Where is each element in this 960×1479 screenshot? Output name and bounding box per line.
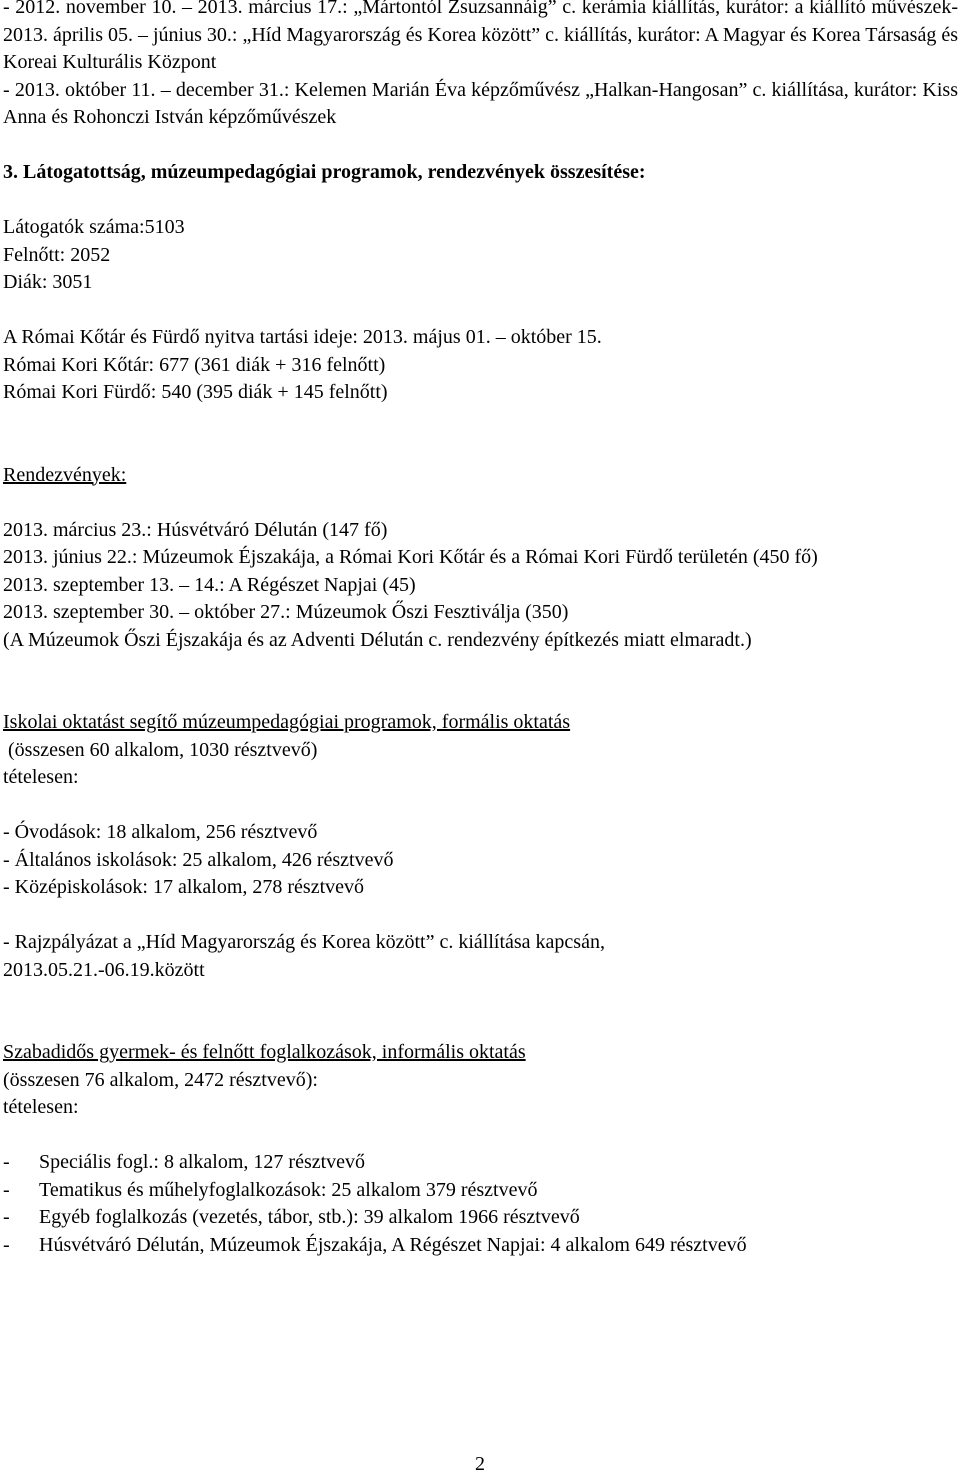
event-item: (A Múzeumok Őszi Éjszakája és az Adventi Délután c. rendezvény építkezés miatt elmaradt.) [3, 628, 752, 651]
formal-item: - Középiskolások: 17 alkalom, 278 résztvevő [3, 876, 365, 898]
visitors-total: Látogatók száma:5103 [3, 216, 185, 238]
drawing-contest: - Rajzpályázat a „Híd Magyarország és Korea között” c. kiállítása kapcsán, 2013.05.21.-06.19.között [3, 931, 605, 981]
exhibition-entry: - 2012. november 10. – 2013. március 17.: „Mártontól Zsuzsannáig” c. kerámia kiállítás, kurátor: a kiállító művészek- 2013. április 05. – június 30.: „Híd Magyarország és Korea között” c. kiállítás, kurátor: A Magyar és Korea Társaság és Koreai Kulturális Központ [3, 0, 958, 73]
list-item [3, 1204, 958, 1232]
formal-detail-label: tételesen: [3, 766, 79, 788]
event-item: 2013. június 22.: Múzeumok Éjszakája, a Római Kori Kőtár és a Római Kori Fürdő területén (450 fő) [3, 546, 818, 568]
formal-education-title: Iskolai oktatást segítő múzeumpedagógiai programok, formális oktatás [3, 711, 571, 733]
list-item [3, 1149, 958, 1177]
informal-education-summary: (összesen 76 alkalom, 2472 résztvevő): [3, 1068, 318, 1091]
visitors-adult: Felnőtt: 2052 [3, 243, 111, 266]
formal-education-summary: (összesen 60 alkalom, 1030 résztvevő) [3, 738, 318, 761]
visitors-student: Diák: 3051 [3, 271, 93, 293]
list-item-text: Egyéb foglalkozás (vezetés, tábor, stb.): 39 alkalom 1966 résztvevő [39, 1206, 580, 1228]
kotar-visitors: Római Kori Kőtár: 677 (361 diák + 316 felnőtt) [3, 353, 386, 376]
document-page [3, 0, 958, 1259]
event-item: 2013. szeptember 30. – október 27.: Múzeumok Őszi Fesztiválja (350) [3, 601, 569, 623]
list-item [3, 1232, 958, 1260]
event-item: 2013. március 23.: Húsvétváró Délután (147 fő) [3, 518, 388, 541]
list-dash: - [3, 1206, 10, 1228]
formal-item: - Óvodások: 18 alkalom, 256 résztvevő [3, 821, 318, 843]
opening-period: A Római Kőtár és Fürdő nyitva tartási ideje: 2013. május 01. – október 15. [3, 326, 602, 348]
list-dash: - [3, 1178, 10, 1201]
section-heading: 3. Látogatottság, múzeumpedagógiai programok, rendezvények összesítése: [3, 161, 646, 183]
list-item [3, 1177, 958, 1205]
informal-education-title: Szabadidős gyermek- és felnőtt foglalkozások, informális oktatás [3, 1041, 526, 1063]
list-dash: - [3, 1233, 10, 1256]
page-number: 2 [475, 1453, 485, 1475]
informal-detail-label: tételesen: [3, 1096, 79, 1118]
exhibition-entry: - 2013. október 11. – december 31.: Kelemen Marián Éva képzőművész „Halkan-Hangosan” c. kiállítása, kurátor: Kiss Anna és Rohonczi István képzőművészek [3, 78, 958, 128]
events-title: Rendezvények: [3, 463, 127, 486]
list-dash: - [3, 1151, 10, 1173]
furdo-visitors: Római Kori Fürdő: 540 (395 diák + 145 felnőtt) [3, 381, 388, 403]
list-item-text: Speciális fogl.: 8 alkalom, 127 résztvevő [39, 1151, 366, 1173]
list-item-text: Húsvétváró Délután, Múzeumok Éjszakája, A Régészet Napjai: 4 alkalom 649 résztvevő [39, 1233, 747, 1256]
list-item-text: Tematikus és műhelyfoglalkozások: 25 alkalom 379 résztvevő [39, 1178, 538, 1201]
event-item: 2013. szeptember 13. – 14.: A Régészet Napjai (45) [3, 573, 416, 596]
formal-item: - Általános iskolások: 25 alkalom, 426 résztvevő [3, 848, 394, 871]
